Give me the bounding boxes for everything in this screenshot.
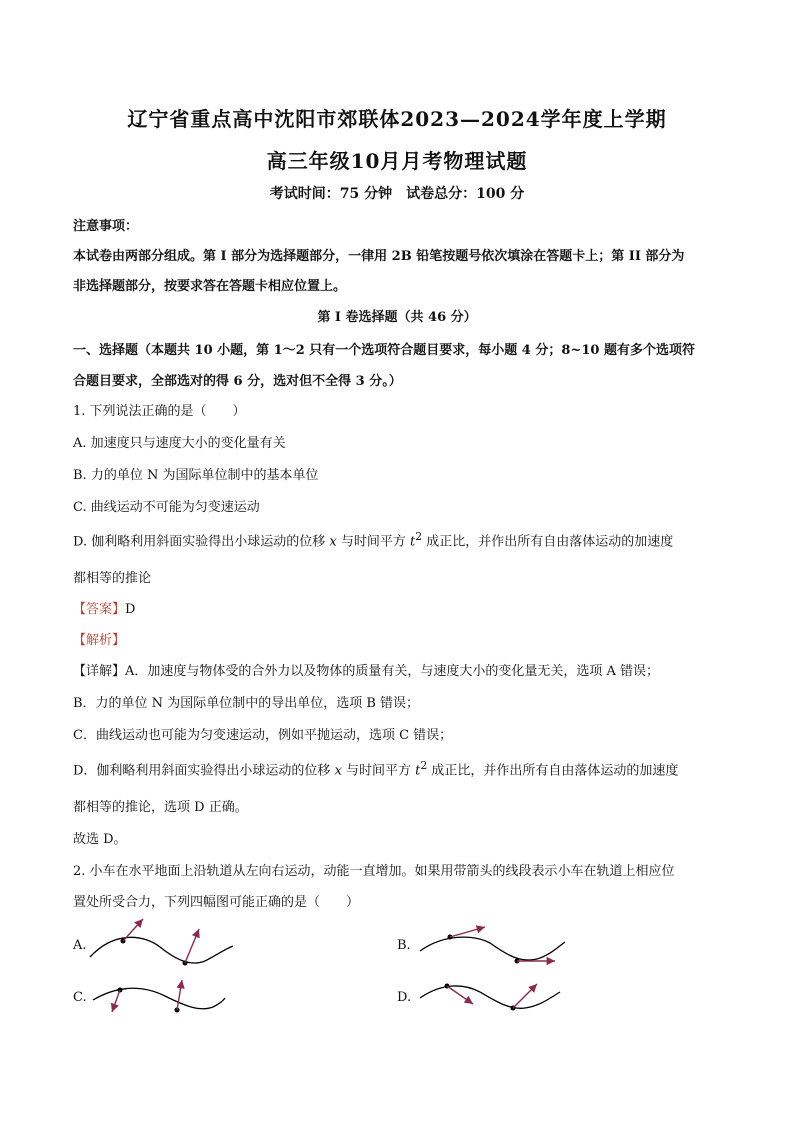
answer-value: D (125, 602, 136, 617)
q1-detail-d-text-3: 成正比，并作出所有自由落体运动的加速度 (427, 763, 679, 779)
q1-detail-d-text-2: 与时间平方 (341, 763, 416, 779)
q2-figure-d (415, 972, 570, 1022)
superscript-2: 2 (420, 759, 428, 772)
part1-instruction-line1: 一、选择题（本题共 10 小题，第 1～2 只有一个选项符合题目要求，每小题 4 分；8~10 题有多个选项符 (73, 343, 695, 358)
q2-stem-line1: 2. 小车在水平地面上沿轨道从左向右运动，动能一直增加。如果用带箭头的线段表示小车在轨道上相应位 (73, 864, 675, 879)
q2-figure-c (85, 972, 240, 1022)
force-arrow (447, 986, 473, 1004)
q1-option-d-line2: 都相等的推论 (73, 571, 152, 586)
part1-instruction-line2: 合题目要求，全部选对的得 6 分，选对但不全得 3 分。） (73, 374, 402, 389)
q2-stem-line2: 置处所受合力，下列四幅图可能正确的是（ ） (73, 895, 360, 910)
track-curve (420, 986, 560, 1008)
track-curve (90, 937, 233, 963)
q1-option-d (73, 530, 723, 549)
q1-option-c: C. 曲线运动不可能为匀变速运动 (73, 500, 260, 515)
var-t: t (415, 763, 421, 779)
q1-detail-d-text-1: D．伽利略利用斜面实验得出小球运动的位移 (73, 763, 335, 779)
q1-detail-a: 【详解】A．加速度与物体受的合外力以及物体的质量有关，与速度大小的变化量无关，选项 A 错误； (73, 664, 660, 679)
notes-heading: 注意事项： (73, 219, 139, 234)
var-x: x (334, 763, 342, 779)
notes-line1: 本试卷由两部分组成。第 I 部分为选择题部分，一律用 2B 铅笔按题号依次填涂在答题卡上；第 II 部分为 (73, 249, 685, 264)
var-t: t (409, 534, 416, 550)
q1-option-d-text-1: D. 伽利略利用斜面实验得出小球运动的位移 (73, 534, 330, 550)
q1-option-d-text-2: 与时间平方 (336, 534, 410, 550)
analysis-label: 【解析】 (73, 633, 126, 648)
q2-figure-a (85, 915, 240, 975)
q1-detail-d-line2: 都相等的推论，选项 D 正确。 (73, 800, 248, 815)
q2-option-a-label: A. (73, 938, 87, 953)
q2-option-b-label: B. (397, 938, 411, 953)
q1-option-b: B. 力的单位 N 为国际单位制中的基本单位 (73, 468, 319, 483)
q2-option-c-label: C. (73, 990, 87, 1005)
force-arrow (112, 990, 120, 1012)
exam-info: 考试时间：75 分钟 试卷总分：100 分 (269, 186, 525, 202)
answer-label: 【答案】 (73, 602, 126, 617)
force-arrow (450, 927, 485, 937)
track-curve (420, 937, 565, 960)
q1-detail-c: C．曲线运动也可能为匀变速运动，例如平抛运动，选项 C 错误； (73, 728, 453, 743)
exam-title-line1: 辽宁省重点高中沈阳市郊联体2023—2024学年度上学期 (127, 107, 667, 131)
part1-heading: 第 I 卷选择题（共 46 分） (317, 310, 477, 325)
track-curve (93, 988, 225, 1009)
q1-stem: 1. 下列说法正确的是（ ） (73, 404, 246, 419)
q1-detail-d (73, 759, 723, 778)
exam-title-line2: 高三年级10月月考物理试题 (266, 149, 528, 173)
notes-line2: 非选择题部分，按要求答在答题卡相应位置上。 (73, 279, 347, 294)
q2-figure-b (415, 915, 570, 975)
force-arrow (513, 984, 537, 1008)
force-arrow (177, 980, 182, 1010)
superscript-2: 2 (415, 530, 423, 543)
var-x: x (329, 534, 337, 550)
q1-detail-b: B．力的单位 N 为国际单位制中的导出单位，选项 B 错误； (73, 696, 420, 711)
q1-option-d-text-3: 成正比，并作出所有自由落体运动的加速度 (422, 534, 674, 550)
q1-option-a: A. 加速度只与速度大小的变化量有关 (73, 436, 286, 451)
q1-answer (73, 598, 723, 617)
force-arrow (185, 929, 199, 963)
q2-option-d-label: D. (397, 990, 412, 1005)
q1-conclusion: 故选 D。 (73, 832, 127, 847)
